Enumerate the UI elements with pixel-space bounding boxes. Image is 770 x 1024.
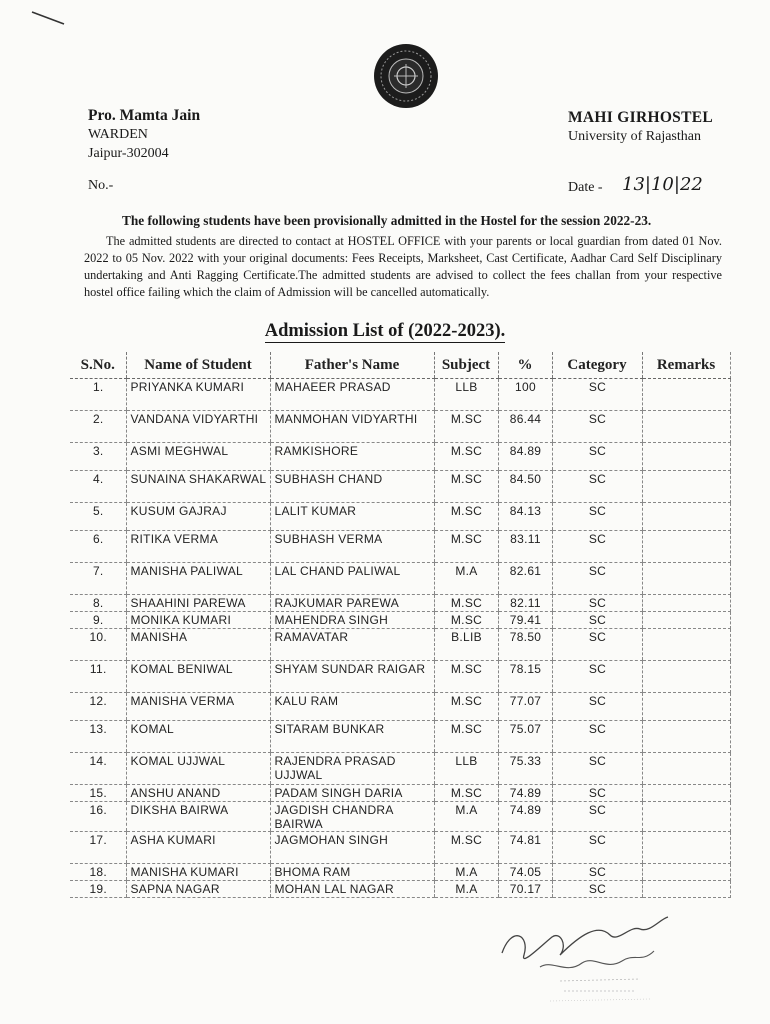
warden-block (88, 106, 200, 163)
reference-number-label: No.- (88, 178, 114, 193)
row-remarks (642, 881, 730, 898)
row-subject: M.SC (434, 503, 498, 531)
admission-table (70, 352, 731, 898)
row-subject: M.SC (434, 721, 498, 753)
table-row (70, 753, 730, 785)
row-subject: M.A (434, 563, 498, 595)
row-father-name: RAMKISHORE (270, 443, 434, 471)
row-sno: 12. (70, 693, 126, 721)
header-student-name: Name of Student (126, 352, 270, 379)
row-category: SC (552, 595, 642, 612)
row-remarks (642, 661, 730, 693)
row-remarks (642, 531, 730, 563)
table-row (70, 443, 730, 471)
row-remarks (642, 721, 730, 753)
row-subject: LLB (434, 379, 498, 411)
row-percent: 79.41 (498, 612, 552, 629)
row-remarks (642, 471, 730, 503)
row-percent: 83.11 (498, 531, 552, 563)
date-value: 13|10|22 (622, 174, 703, 195)
row-student-name: MANISHA (126, 629, 270, 661)
table-row (70, 661, 730, 693)
row-remarks (642, 379, 730, 411)
row-father-name: KALU RAM (270, 693, 434, 721)
row-category: SC (552, 503, 642, 531)
row-student-name: DIKSHA BAIRWA (126, 802, 270, 832)
row-category: SC (552, 661, 642, 693)
row-percent: 77.07 (498, 693, 552, 721)
header-category: Category (552, 352, 642, 379)
admission-notice-heading: The following students have been provisionally admitted in the Hostel for the session 2022-23. (122, 213, 652, 228)
row-category: SC (552, 864, 642, 881)
table-row (70, 563, 730, 595)
row-student-name: KOMAL UJJWAL (126, 753, 270, 785)
hostel-name: MAHI GIRHOSTEL (568, 109, 714, 126)
row-percent: 74.05 (498, 864, 552, 881)
header-subject: Subject (434, 352, 498, 379)
table-row (70, 864, 730, 881)
row-father-name: SUBHASH CHAND (270, 471, 434, 503)
row-percent: 82.61 (498, 563, 552, 595)
date-label: Date - (568, 180, 603, 195)
table-row (70, 471, 730, 503)
row-father-name: MAHAEER PRASAD (270, 379, 434, 411)
row-father-name: LAL CHAND PALIWAL (270, 563, 434, 595)
university-name: University of Rajasthan (568, 129, 701, 144)
row-student-name: SHAAHINI PAREWA (126, 595, 270, 612)
table-row (70, 595, 730, 612)
row-student-name: VANDANA VIDYARTHI (126, 411, 270, 443)
row-father-name: BHOMA RAM (270, 864, 434, 881)
row-subject: LLB (434, 753, 498, 785)
row-percent: 70.17 (498, 881, 552, 898)
university-seal-icon (372, 42, 440, 110)
row-category: SC (552, 881, 642, 898)
row-category: SC (552, 471, 642, 503)
row-student-name: SUNAINA SHAKARWAL (126, 471, 270, 503)
row-category: SC (552, 753, 642, 785)
row-category: SC (552, 721, 642, 753)
row-sno: 14. (70, 753, 126, 785)
row-father-name: SHYAM SUNDAR RAIGAR (270, 661, 434, 693)
row-subject: M.SC (434, 832, 498, 864)
row-sno: 9. (70, 612, 126, 629)
row-sno: 17. (70, 832, 126, 864)
row-percent: 82.11 (498, 595, 552, 612)
header-percent: % (498, 352, 552, 379)
row-percent: 86.44 (498, 411, 552, 443)
table-row (70, 503, 730, 531)
row-remarks (642, 785, 730, 802)
warden-signature (490, 905, 680, 1015)
pen-mark (30, 8, 70, 28)
row-sno: 2. (70, 411, 126, 443)
row-subject: M.SC (434, 785, 498, 802)
row-remarks (642, 629, 730, 661)
table-row (70, 411, 730, 443)
row-father-name: JAGDISH CHANDRA BAIRWA (270, 802, 434, 832)
row-subject: B.LIB (434, 629, 498, 661)
row-remarks (642, 563, 730, 595)
header-father-name: Father's Name (270, 352, 434, 379)
row-father-name: RAJKUMAR PAREWA (270, 595, 434, 612)
row-remarks (642, 503, 730, 531)
row-subject: M.SC (434, 471, 498, 503)
warden-title: WARDEN (88, 127, 148, 142)
row-remarks (642, 693, 730, 721)
row-father-name: MOHAN LAL NAGAR (270, 881, 434, 898)
row-student-name: KOMAL BENIWAL (126, 661, 270, 693)
row-father-name: RAMAVATAR (270, 629, 434, 661)
row-sno: 10. (70, 629, 126, 661)
row-remarks (642, 443, 730, 471)
row-subject: M.SC (434, 443, 498, 471)
row-student-name: SAPNA NAGAR (126, 881, 270, 898)
row-remarks (642, 832, 730, 864)
row-percent: 78.15 (498, 661, 552, 693)
table-header-row (70, 352, 730, 379)
row-sno: 3. (70, 443, 126, 471)
row-student-name: ASMI MEGHWAL (126, 443, 270, 471)
row-category: SC (552, 443, 642, 471)
table-row (70, 531, 730, 563)
row-student-name: MONIKA KUMARI (126, 612, 270, 629)
header-remarks: Remarks (642, 352, 730, 379)
row-category: SC (552, 612, 642, 629)
row-sno: 7. (70, 563, 126, 595)
row-subject: M.SC (434, 595, 498, 612)
hostel-block (568, 108, 713, 146)
row-student-name: MANISHA KUMARI (126, 864, 270, 881)
row-category: SC (552, 563, 642, 595)
row-percent: 84.50 (498, 471, 552, 503)
row-percent: 84.13 (498, 503, 552, 531)
row-subject: M.SC (434, 612, 498, 629)
warden-name: Pro. Mamta Jain (88, 107, 201, 124)
row-student-name: KUSUM GAJRAJ (126, 503, 270, 531)
row-student-name: RITIKA VERMA (126, 531, 270, 563)
list-title-wrapper (0, 321, 770, 342)
table-row (70, 721, 730, 753)
row-sno: 4. (70, 471, 126, 503)
row-remarks (642, 595, 730, 612)
row-sno: 11. (70, 661, 126, 693)
row-percent: 100 (498, 379, 552, 411)
row-category: SC (552, 693, 642, 721)
row-category: SC (552, 411, 642, 443)
row-remarks (642, 753, 730, 785)
row-subject: M.A (434, 864, 498, 881)
row-remarks (642, 864, 730, 881)
row-percent: 74.89 (498, 785, 552, 802)
admission-instructions: The admitted students are directed to contact at HOSTEL OFFICE with your parents or local guardian from dated 01 Nov. 2022 to 05 Nov. 2022 with your original documents: Fees Receipts, Marksheet, Cast Certificate, Aadhar Card Self Disciplinary undertaking and Anti Ragging Certificate.The admitted students are advised to collect the fees challan from your respective hostel office failing which the claim of Admission will be cancelled automatically. (84, 234, 722, 299)
row-percent: 74.81 (498, 832, 552, 864)
row-percent: 84.89 (498, 443, 552, 471)
row-father-name: JAGMOHAN SINGH (270, 832, 434, 864)
row-subject: M.A (434, 881, 498, 898)
table-row (70, 802, 730, 832)
row-percent: 75.33 (498, 753, 552, 785)
row-percent: 75.07 (498, 721, 552, 753)
table-row (70, 832, 730, 864)
row-subject: M.SC (434, 531, 498, 563)
row-subject: M.SC (434, 411, 498, 443)
row-sno: 16. (70, 802, 126, 832)
row-student-name: ASHA KUMARI (126, 832, 270, 864)
table-row (70, 785, 730, 802)
row-father-name: MAHENDRA SINGH (270, 612, 434, 629)
row-sno: 19. (70, 881, 126, 898)
row-remarks (642, 411, 730, 443)
row-student-name: MANISHA VERMA (126, 693, 270, 721)
row-subject: M.SC (434, 661, 498, 693)
row-sno: 5. (70, 503, 126, 531)
row-father-name: MANMOHAN VIDYARTHI (270, 411, 434, 443)
header-sno: S.No. (70, 352, 126, 379)
row-sno: 1. (70, 379, 126, 411)
row-father-name: SUBHASH VERMA (270, 531, 434, 563)
row-father-name: LALIT KUMAR (270, 503, 434, 531)
row-category: SC (552, 785, 642, 802)
row-sno: 15. (70, 785, 126, 802)
row-father-name: PADAM SINGH DARIA (270, 785, 434, 802)
row-father-name: RAJENDRA PRASAD UJJWAL (270, 753, 434, 785)
row-student-name: PRIYANKA KUMARI (126, 379, 270, 411)
row-percent: 78.50 (498, 629, 552, 661)
row-percent: 74.89 (498, 802, 552, 832)
row-sno: 6. (70, 531, 126, 563)
table-row (70, 629, 730, 661)
row-category: SC (552, 379, 642, 411)
row-category: SC (552, 629, 642, 661)
table-row (70, 612, 730, 629)
row-sno: 8. (70, 595, 126, 612)
row-sno: 13. (70, 721, 126, 753)
row-category: SC (552, 802, 642, 832)
warden-city: Jaipur-302004 (88, 146, 169, 161)
row-sno: 18. (70, 864, 126, 881)
table-row (70, 881, 730, 898)
row-student-name: KOMAL (126, 721, 270, 753)
table-row (70, 379, 730, 411)
table-row (70, 693, 730, 721)
row-subject: M.A (434, 802, 498, 832)
row-category: SC (552, 832, 642, 864)
row-remarks (642, 612, 730, 629)
admission-list-title: Admission List of (2022-2023). (264, 321, 506, 341)
row-subject: M.SC (434, 693, 498, 721)
row-remarks (642, 802, 730, 832)
row-category: SC (552, 531, 642, 563)
row-student-name: MANISHA PALIWAL (126, 563, 270, 595)
row-father-name: SITARAM BUNKAR (270, 721, 434, 753)
row-student-name: ANSHU ANAND (126, 785, 270, 802)
